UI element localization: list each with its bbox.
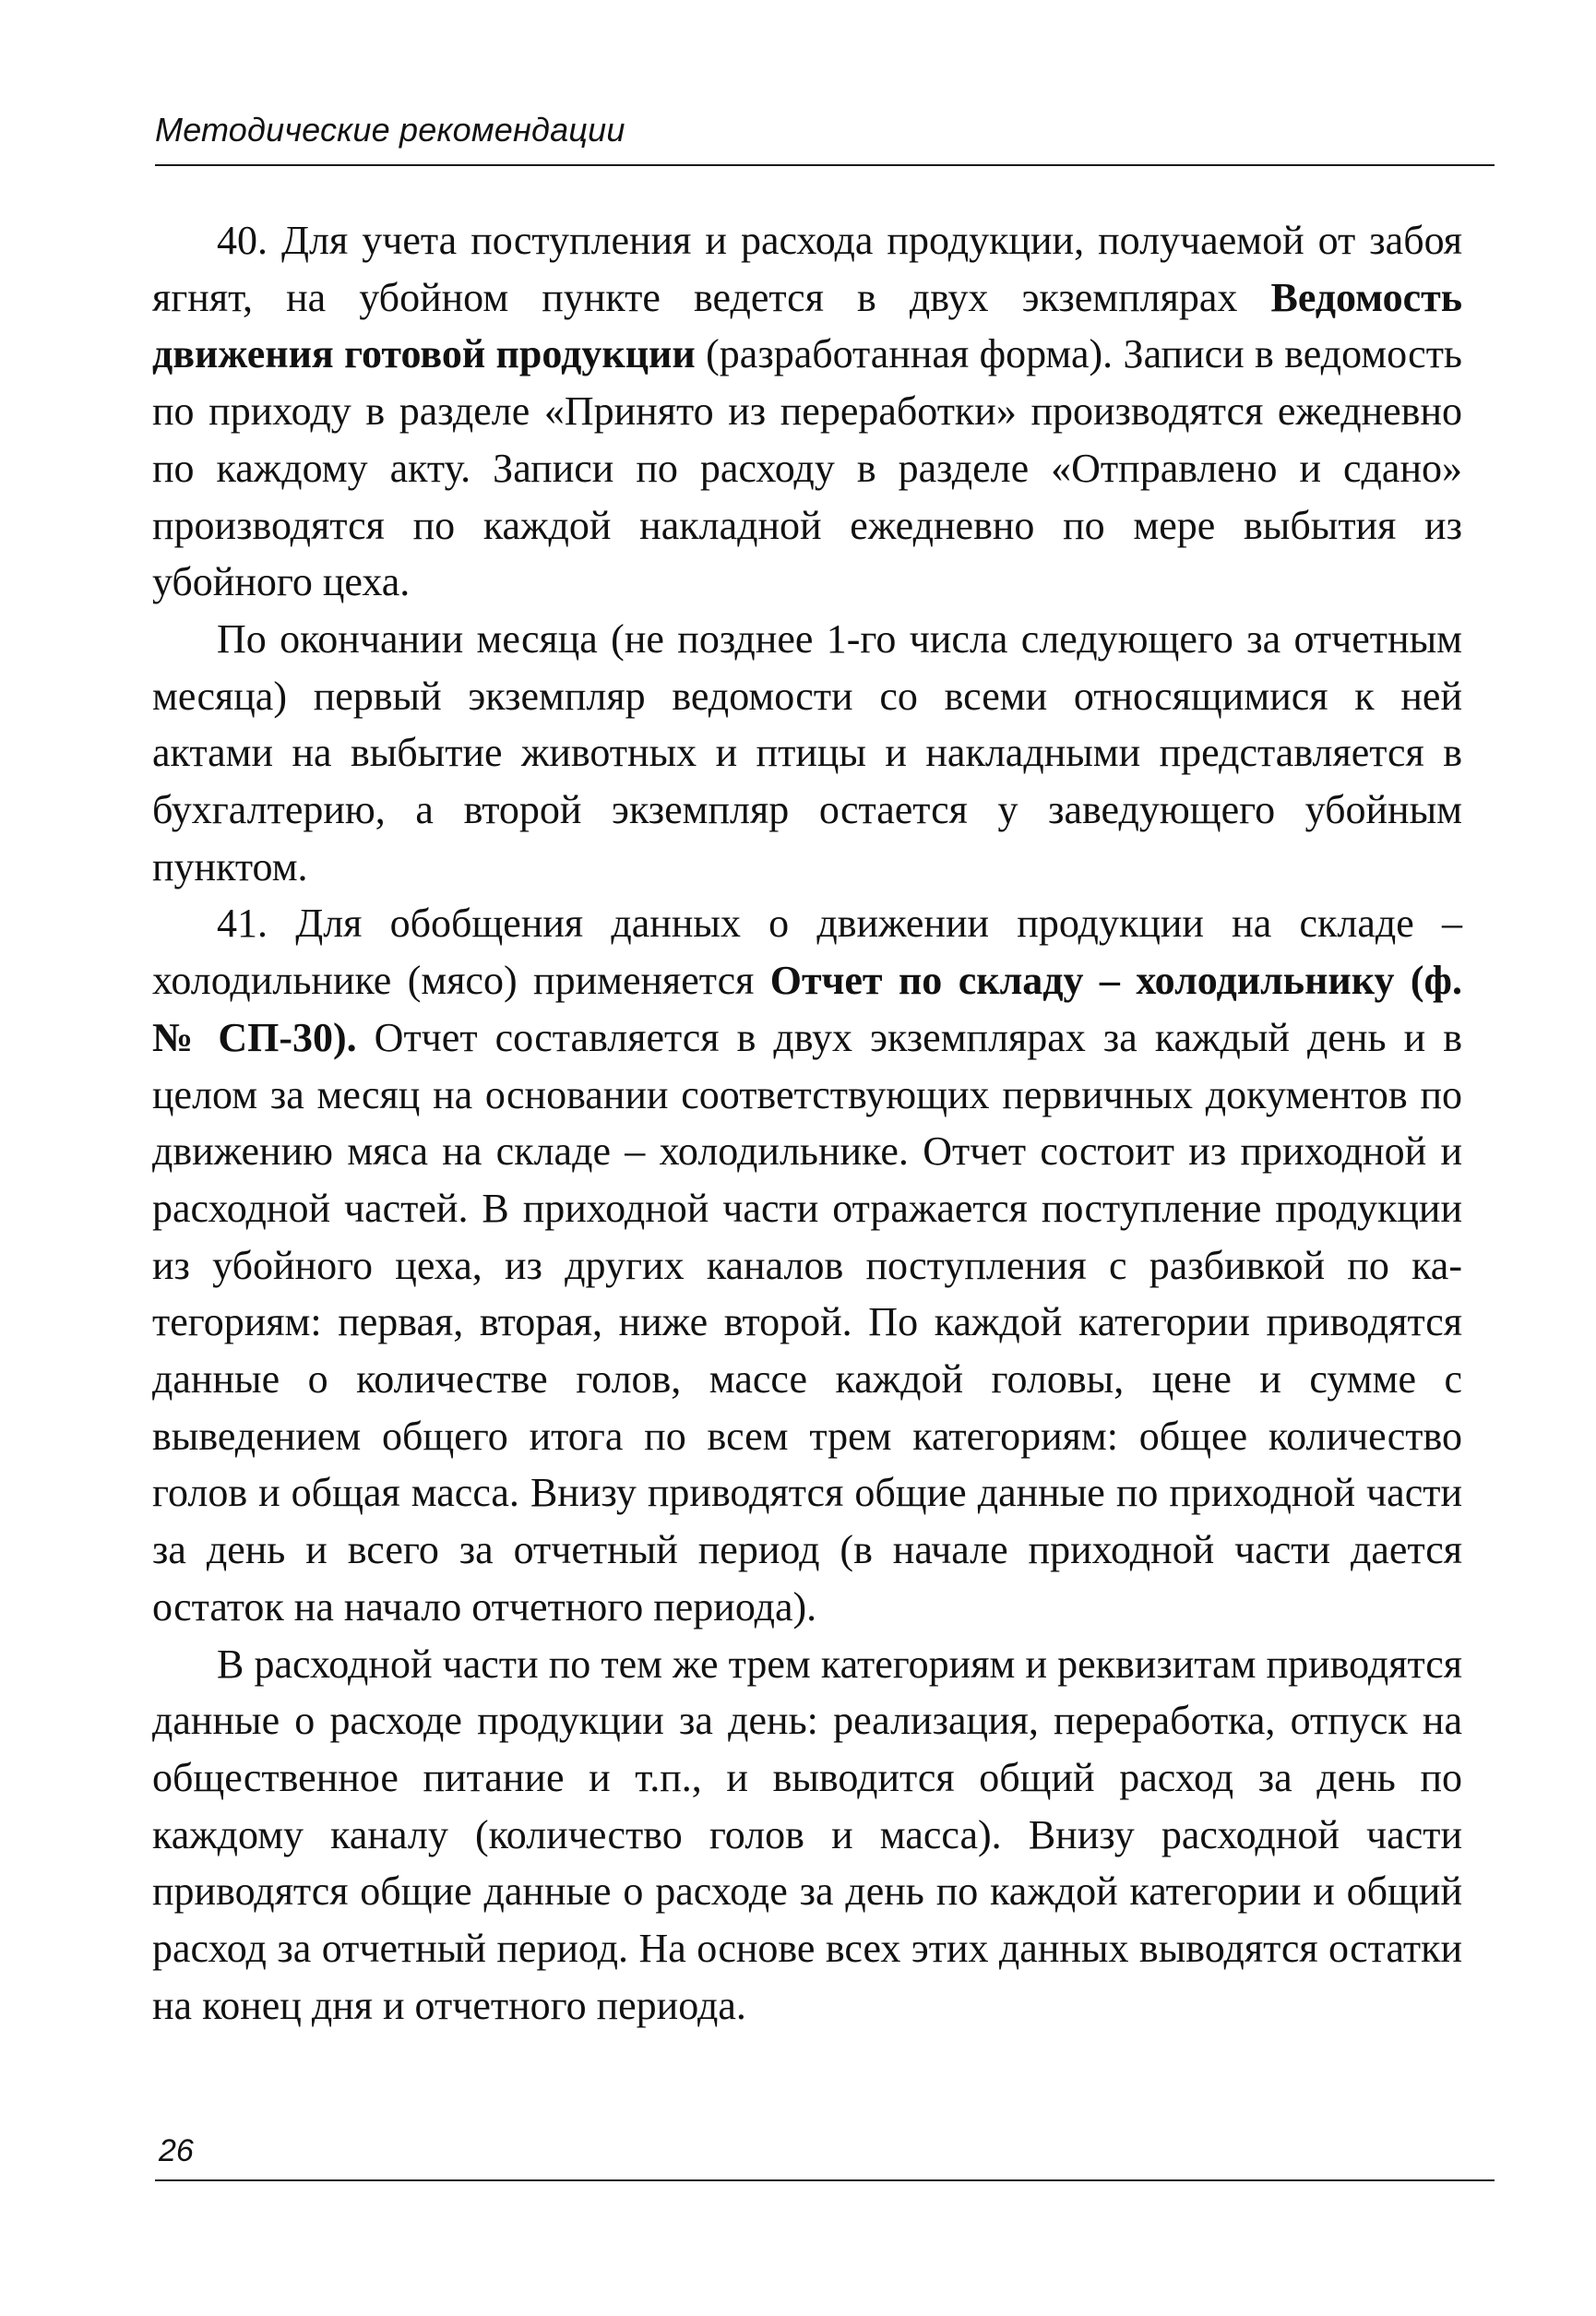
body-text [152,212,1462,2035]
paragraph-month-end: По окончании месяца (не позднее 1-го числа следующего за отчетным месяца) первый экземпляр ведомости со всеми относящимися к ней актами на выбытие животных и птицы и накладными представляется в бухгалтерию, а второй экземпляр остается у заведующего убойным пунктом. [152,615,1462,889]
paragraph-expense-part: В расходной части по тем же трем категориям и реквизитам приводятся данные о расходе продукции за день: реализация, переработка, отпуск на общественное питание и т.п., и выводится общий расход за день по каждому каналу (количество голов и масса). Внизу расходной части приводятся общие данные о расходе за день по каждой категории и общий расход за отчетный период. На основе всех этих данных выводятся остатки на конец дня и отчетного периода. [152,1641,1462,2028]
header-rule [155,164,1495,166]
paragraph-40-text-start: 40. Для учета поступления и расхода продукции, получаемой от забоя ягнят, на убойном пункте ведется в двух экземплярах [152,218,1462,320]
paragraph-41 [152,895,1462,1635]
paragraph-41-text-start: 41. Для обобщения данных о движении продукции на складе – холодильнике (мясо) применяется [152,901,1462,1004]
paragraph-40-text-end: (разработанная форма). Записи в ведомость по приходу в разделе «Принято из переработки» производятся ежедневно по каждому акту. Записи по расходу в разделе «Отправлено и сдано» производятся по каждой накладной ежедневно по мере выбытия из убойного цеха. [152,331,1462,605]
running-header: Методические рекомендации [155,111,625,149]
paragraph-40-bold-term: Ведомость движения готовой продукции [152,274,1462,377]
page-number: 26 [159,2133,194,2168]
paragraph-41-text-end: Отчет составляется в двух экземплярах за каждый день и в целом за месяц на основании соответствующих первичных документов по движению мяса на складе – холодильнике. Отчет состоит из приходной и расходной частей. В приходной части отражается поступление продукции из убойного цеха, из других каналов поступления с разбивкой по категориям: первая, вторая, ниже второй. По каждой категории приводятся данные о количестве голов, массе каждой головы, цене и сумме с выведением общего итога по всем трем категориям: общее количество голов и общая масса. Внизу приводятся общие данные по приходной части за день и всего за отчетный период (в начале приходной части дается остаток на начало отчетного периода). [152,1014,1462,1630]
footer-rule [155,2179,1495,2181]
paragraph-41-bold-term: Отчет по складу – холодильнику (ф. № СП-30). [152,958,1462,1060]
paragraph-40 [152,212,1462,611]
